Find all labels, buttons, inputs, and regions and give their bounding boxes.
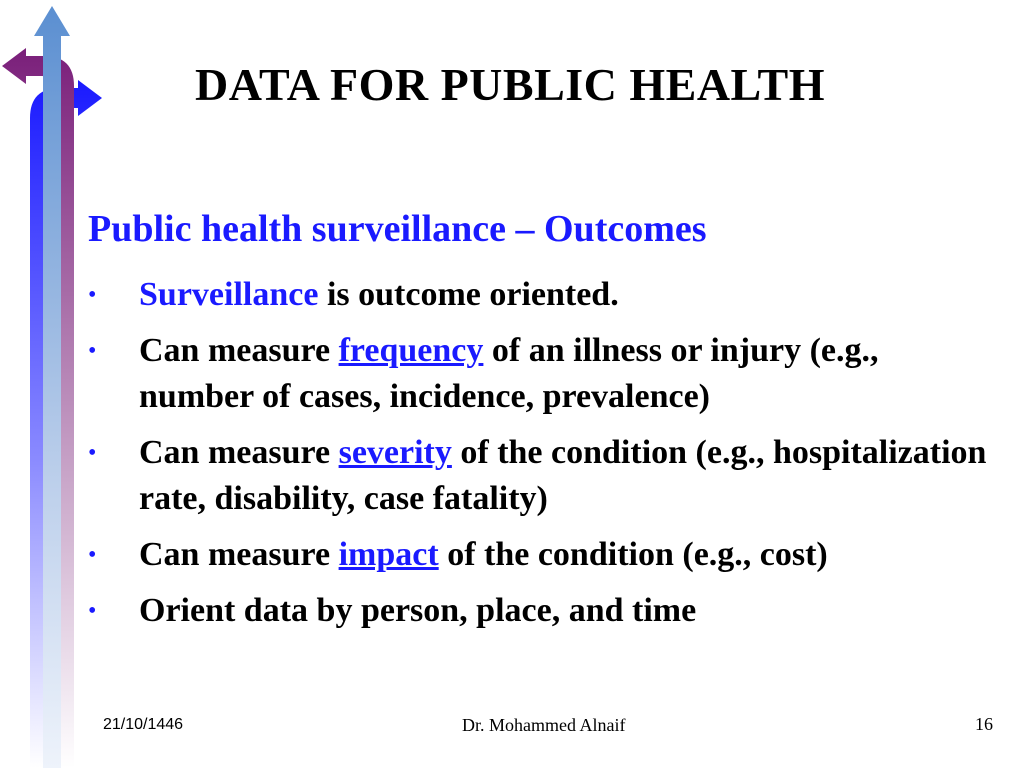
bullet-text: of the condition (e.g., hospitalization rate, disability, case fatality) (139, 434, 987, 517)
footer-author: Dr. Mohammed Alnaif (462, 715, 626, 735)
bullet-icon: • (88, 440, 97, 466)
bullet-text: Can measure (139, 434, 339, 471)
bullet-icon: • (88, 282, 97, 308)
bullet-item (88, 328, 988, 420)
bullet-item (88, 532, 988, 578)
bullet-item (88, 272, 988, 318)
bullet-icon: • (88, 338, 97, 364)
bullet-item (88, 430, 988, 522)
bullet-list (88, 272, 988, 644)
bullet-item (88, 588, 988, 634)
bullet-text: of the condition (e.g., cost) (438, 536, 828, 573)
bullet-text: Can measure (139, 536, 339, 573)
bullet-text: Can measure (139, 332, 339, 369)
slide-subtitle: Public health surveillance – Outcomes (88, 208, 707, 250)
bullet-text: is outcome oriented. (318, 276, 619, 313)
keyword-surveillance: Surveillance (139, 276, 319, 313)
footer-date: 21/10/1446 (103, 716, 184, 733)
slide-title: DATA FOR PUBLIC HEALTH (195, 59, 825, 110)
impact-link[interactable]: impact (338, 536, 439, 573)
bullet-icon: • (88, 598, 97, 624)
bullet-text: of an illness or injury (e.g., number of cases, incidence, prevalence) (139, 332, 879, 415)
bullet-text: Orient data by person, place, and time (139, 592, 697, 629)
frequency-link[interactable]: frequency (338, 332, 484, 369)
bullet-icon: • (88, 542, 97, 568)
severity-link[interactable]: severity (338, 434, 452, 471)
page-number: 16 (975, 714, 993, 734)
